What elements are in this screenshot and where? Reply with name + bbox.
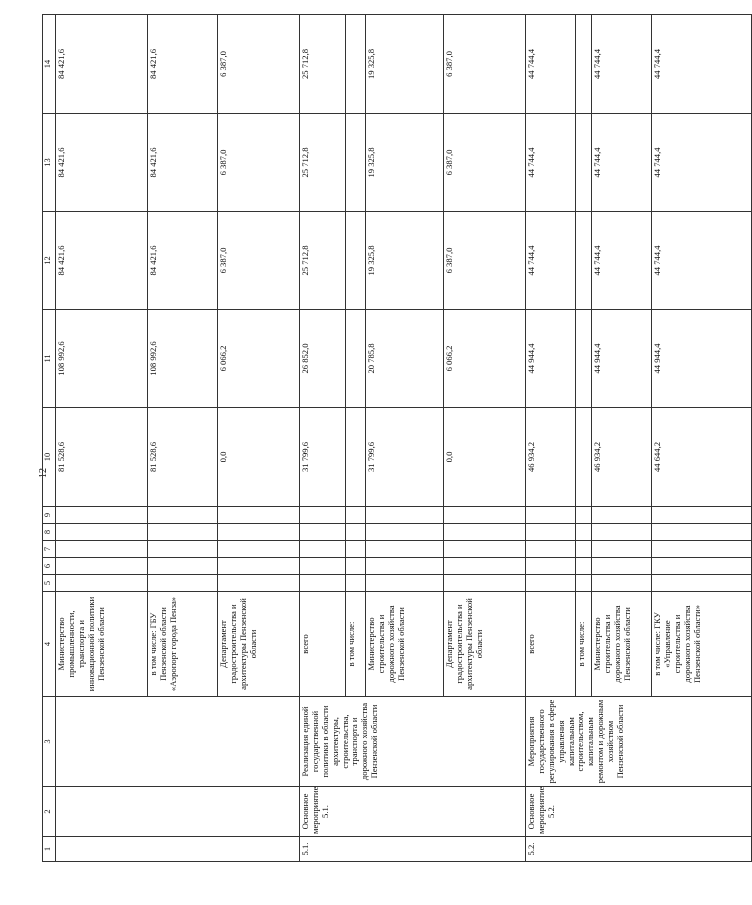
value-cell	[300, 558, 346, 575]
value-cell: 44 744,4	[526, 114, 576, 212]
value-cell	[526, 507, 576, 524]
value-cell	[218, 575, 300, 592]
value-cell	[56, 558, 148, 575]
value-cell	[652, 558, 752, 575]
value-cell	[444, 575, 526, 592]
value-cell: 44 944,4	[526, 310, 576, 408]
value-cell	[576, 558, 592, 575]
column-header: 12	[43, 212, 56, 310]
value-cell	[576, 575, 592, 592]
column-header: 11	[43, 310, 56, 408]
value-cell	[300, 524, 346, 541]
value-cell: 108 992,6	[148, 310, 218, 408]
value-cell: 6 066,2	[444, 310, 526, 408]
value-cell: 25 712,8	[300, 212, 346, 310]
value-cell	[346, 212, 366, 310]
value-cell	[576, 408, 592, 507]
measure-type-cell	[56, 787, 300, 837]
table-row	[300, 15, 346, 862]
value-cell	[366, 558, 444, 575]
column-header: 3	[43, 697, 56, 787]
value-cell: 84 421,6	[56, 212, 148, 310]
value-cell: 84 421,6	[148, 15, 218, 114]
value-cell: 0,0	[218, 408, 300, 507]
value-cell: 44 744,4	[526, 15, 576, 114]
value-cell	[652, 507, 752, 524]
measure-type-cell: Основное мероприятие 5.2.	[526, 787, 752, 837]
value-cell: 26 852,0	[300, 310, 346, 408]
value-cell: 44 944,4	[652, 310, 752, 408]
value-cell	[576, 212, 592, 310]
value-cell: 44 744,4	[592, 114, 652, 212]
value-cell: 6 387,0	[444, 15, 526, 114]
value-cell	[300, 575, 346, 592]
value-cell	[444, 524, 526, 541]
value-cell	[576, 15, 592, 114]
row-number-cell: 5.2.	[526, 837, 752, 862]
value-cell: 6 066,2	[218, 310, 300, 408]
value-cell: 31 799,6	[300, 408, 346, 507]
value-cell: 6 387,0	[444, 212, 526, 310]
value-cell	[576, 114, 592, 212]
budget-table	[42, 14, 752, 862]
value-cell	[576, 310, 592, 408]
column-header: 13	[43, 114, 56, 212]
value-cell: 25 712,8	[300, 15, 346, 114]
value-cell	[148, 558, 218, 575]
value-cell	[346, 408, 366, 507]
value-cell	[346, 15, 366, 114]
value-cell	[592, 575, 652, 592]
value-cell	[576, 507, 592, 524]
value-cell	[56, 541, 148, 558]
value-cell	[218, 558, 300, 575]
value-cell	[346, 558, 366, 575]
value-cell	[526, 575, 576, 592]
table-row	[56, 15, 148, 862]
value-cell	[444, 507, 526, 524]
responsible-cell: всего	[300, 592, 346, 697]
column-header: 7	[43, 541, 56, 558]
value-cell	[592, 541, 652, 558]
row-number-cell	[56, 837, 300, 862]
value-cell	[148, 575, 218, 592]
budget-table-container	[42, 15, 702, 862]
value-cell	[148, 541, 218, 558]
column-header: 2	[43, 787, 56, 837]
measure-name-cell	[56, 697, 300, 787]
value-cell	[148, 507, 218, 524]
value-cell: 6 387,0	[444, 114, 526, 212]
table-row	[526, 15, 576, 862]
value-cell: 19 325,8	[366, 114, 444, 212]
value-cell: 44 644,2	[652, 408, 752, 507]
responsible-cell: в том числе: ГКУ «Управление строительства и дорожного хозяйства Пензенской области»	[652, 592, 752, 697]
value-cell: 81 528,6	[148, 408, 218, 507]
value-cell	[592, 507, 652, 524]
column-header: 14	[43, 15, 56, 114]
value-cell	[592, 558, 652, 575]
value-cell: 44 944,4	[592, 310, 652, 408]
value-cell: 44 744,4	[652, 15, 752, 114]
value-cell: 19 325,8	[366, 15, 444, 114]
value-cell: 0,0	[444, 408, 526, 507]
responsible-cell: Департамент градостроительства и архитектуры Пензенской области	[444, 592, 526, 697]
value-cell: 84 421,6	[56, 15, 148, 114]
column-header: 8	[43, 524, 56, 541]
responsible-cell: в том числе:	[346, 592, 366, 697]
value-cell: 20 785,8	[366, 310, 444, 408]
value-cell: 44 744,4	[652, 212, 752, 310]
table-body	[56, 15, 752, 862]
value-cell	[218, 507, 300, 524]
value-cell: 44 744,4	[652, 114, 752, 212]
value-cell	[444, 558, 526, 575]
column-header: 5	[43, 575, 56, 592]
value-cell	[346, 524, 366, 541]
value-cell: 46 934,2	[526, 408, 576, 507]
column-header: 10	[43, 408, 56, 507]
value-cell	[526, 524, 576, 541]
column-header: 4	[43, 592, 56, 697]
responsible-cell: Департамент градостроительства и архитектуры Пензенской области	[218, 592, 300, 697]
column-header: 9	[43, 507, 56, 524]
value-cell	[300, 507, 346, 524]
responsible-cell: Министерство строительства и дорожного хозяйства Пензенской области	[366, 592, 444, 697]
value-cell	[346, 507, 366, 524]
value-cell: 6 387,0	[218, 114, 300, 212]
value-cell: 108 992,6	[56, 310, 148, 408]
value-cell: 6 387,0	[218, 15, 300, 114]
value-cell	[56, 524, 148, 541]
responsible-cell: Министерство строительства и дорожного хозяйства Пензенской области	[592, 592, 652, 697]
column-header: 6	[43, 558, 56, 575]
value-cell	[366, 524, 444, 541]
value-cell	[444, 541, 526, 558]
responsible-cell: в том числе:	[576, 592, 592, 697]
header-row	[43, 15, 56, 862]
value-cell	[652, 575, 752, 592]
responsible-cell: Министерство промышленности, транспорта и инновационной политики Пензенской области	[56, 592, 148, 697]
value-cell	[576, 541, 592, 558]
value-cell	[366, 575, 444, 592]
value-cell	[576, 524, 592, 541]
measure-type-cell: Основное мероприятие 5.1.	[300, 787, 526, 837]
value-cell	[366, 541, 444, 558]
value-cell: 25 712,8	[300, 114, 346, 212]
value-cell	[652, 524, 752, 541]
value-cell	[592, 524, 652, 541]
value-cell: 84 421,6	[56, 114, 148, 212]
value-cell	[346, 310, 366, 408]
value-cell: 46 934,2	[592, 408, 652, 507]
value-cell	[652, 541, 752, 558]
row-number-cell: 5.1.	[300, 837, 526, 862]
value-cell	[56, 575, 148, 592]
value-cell	[346, 575, 366, 592]
responsible-cell: в том числе: ГБУ Пензенской области «Аэропорт города Пенза»	[148, 592, 218, 697]
value-cell	[300, 541, 346, 558]
value-cell: 44 744,4	[592, 15, 652, 114]
responsible-cell: всего	[526, 592, 576, 697]
column-header: 1	[43, 837, 56, 862]
value-cell	[56, 507, 148, 524]
value-cell	[346, 114, 366, 212]
value-cell	[366, 507, 444, 524]
value-cell: 6 387,0	[218, 212, 300, 310]
value-cell: 44 744,4	[526, 212, 576, 310]
value-cell	[526, 558, 576, 575]
value-cell: 84 421,6	[148, 212, 218, 310]
value-cell: 31 799,6	[366, 408, 444, 507]
measure-name-cell: Мероприятия государственного регулирования в сфере управления капитальным строительством, капитальным ремонтом и дорожным хозяйством Пензенской области	[526, 697, 752, 787]
value-cell: 44 744,4	[592, 212, 652, 310]
value-cell: 81 528,6	[56, 408, 148, 507]
value-cell	[148, 524, 218, 541]
value-cell	[218, 541, 300, 558]
value-cell: 19 325,8	[366, 212, 444, 310]
measure-name-cell: Реализация единой государственной политики в области архитектуры, строительства, транспорта и дорожного хозяйства Пензенской области	[300, 697, 526, 787]
value-cell	[346, 541, 366, 558]
page-number: 12	[38, 468, 49, 478]
value-cell	[218, 524, 300, 541]
value-cell	[526, 541, 576, 558]
value-cell: 84 421,6	[148, 114, 218, 212]
